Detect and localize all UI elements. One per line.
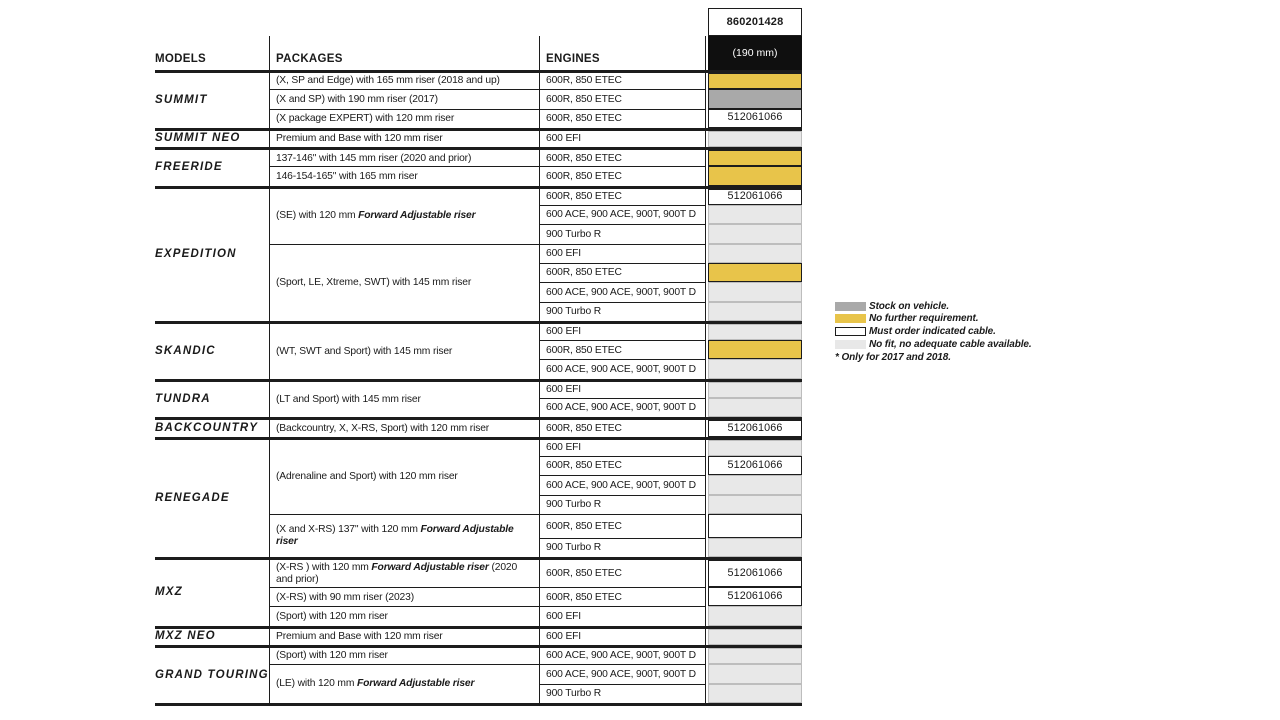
package-cell: [270, 437, 540, 514]
part-fit-cell: [706, 89, 802, 108]
part-fit-cell: [706, 437, 802, 456]
engine-cell: 600 EFI: [540, 128, 706, 147]
legend-label: No further requirement.: [869, 313, 979, 325]
package-text: (2020 and prior): [276, 562, 518, 585]
package-text: (X-RS) with 90 mm riser (2023): [276, 591, 414, 603]
table-row: [155, 70, 802, 89]
part-fit-cell: [706, 340, 802, 359]
engine-cell: 600R, 850 ETEC: [540, 109, 706, 128]
fit-status-nofit: [708, 282, 802, 301]
package-cell: [270, 664, 540, 703]
engine-cell: 900 Turbo R: [540, 538, 706, 557]
package-text: Premium and Base with 120 mm riser: [276, 133, 443, 145]
legend-label: Stock on vehicle.: [869, 300, 949, 312]
fit-status-cable: 512061066: [708, 560, 802, 587]
engine-cell: 600 EFI: [540, 379, 706, 398]
package-text: (Sport) with 120 mm riser: [276, 650, 388, 662]
fit-status-nofit: [708, 324, 802, 340]
column-header-row: [155, 36, 802, 70]
part-fit-cell: [706, 70, 802, 89]
part-fit-cell: [706, 514, 802, 538]
package-cell: [270, 166, 540, 185]
part-fit-cell: [706, 475, 802, 494]
part-fit-cell: [706, 359, 802, 378]
package-text: (Sport, LE, Xtreme, SWT) with 145 mm riser: [276, 277, 472, 289]
part-fit-cell: [706, 557, 802, 587]
table-row: [155, 128, 802, 147]
fit-status-nofit: [708, 629, 802, 645]
fit-status-yellow: [708, 73, 802, 89]
riser-size-header-cell: (190 mm): [708, 36, 802, 70]
part-fit-cell: [706, 379, 802, 398]
package-text: (X, SP and Edge) with 165 mm riser (2018 and up): [276, 75, 500, 87]
package-text: 137-146" with 145 mm riser (2020 and prior): [276, 152, 472, 164]
legend-item: [835, 325, 1032, 338]
fit-status-cable: 512061066: [708, 587, 802, 606]
fit-status-cable: 512061066: [708, 109, 802, 128]
fit-status-nofit: [708, 440, 802, 456]
fit-status-nofit: [708, 224, 802, 243]
package-cell: [270, 557, 540, 587]
package-cell: [270, 128, 540, 147]
model-cell: SUMMIT: [155, 70, 270, 128]
part-fit-cell: [706, 538, 802, 557]
engine-cell: 600R, 850 ETEC: [540, 89, 706, 108]
part-fit-cell: [706, 495, 802, 514]
must-order-cable-swatch-icon: [835, 327, 866, 336]
package-text: (X package EXPERT) with 120 mm riser: [276, 112, 455, 124]
package-emphasis-text: Forward Adjustable riser: [357, 678, 475, 690]
model-cell: MXZ: [155, 557, 270, 626]
engine-cell: 600R, 850 ETEC: [540, 263, 706, 282]
legend-item: [835, 338, 1032, 351]
part-fit-cell: [706, 166, 802, 185]
part-number-header-cell: 860201428: [708, 8, 802, 36]
table-row: [155, 321, 802, 340]
package-cell: [270, 587, 540, 606]
package-cell: [270, 626, 540, 645]
engine-cell: 600 ACE, 900 ACE, 900T, 900T D: [540, 645, 706, 664]
part-fit-cell: [706, 606, 802, 625]
package-text: (SE) with 120 mm: [276, 210, 359, 222]
fit-status-nofit: [708, 131, 802, 147]
part-fit-cell: [706, 664, 802, 683]
fit-status-cable: 512061066: [708, 420, 802, 436]
package-cell: [270, 417, 540, 436]
table-row: [155, 186, 802, 205]
table-row: [155, 645, 802, 664]
package-cell: [270, 244, 540, 321]
package-text: Premium and Base with 120 mm riser: [276, 631, 443, 643]
package-text: 146-154-165" with 165 mm riser: [276, 170, 418, 182]
model-cell: FREERIDE: [155, 147, 270, 186]
package-cell: [270, 321, 540, 379]
fit-status-nofit: [708, 382, 802, 398]
legend: [835, 300, 1032, 365]
table-row: [155, 557, 802, 587]
package-cell: [270, 70, 540, 89]
package-text: (X and X-RS) 137" with 120 mm: [276, 524, 421, 536]
package-emphasis-text: Forward Adjustable riser: [371, 562, 489, 574]
package-cell: [270, 109, 540, 128]
package-text: (Backcountry, X, X-RS, Sport) with 120 mm riser: [276, 422, 490, 434]
fit-table: [155, 70, 802, 703]
package-cell: [270, 606, 540, 625]
package-emphasis-text: Forward Adjustable riser: [276, 524, 514, 547]
engine-cell: 600R, 850 ETEC: [540, 186, 706, 205]
package-text: (WT, SWT and Sport) with 145 mm riser: [276, 345, 453, 357]
fit-status-nofit: [708, 205, 802, 224]
engine-cell: 600R, 850 ETEC: [540, 166, 706, 185]
fit-status-nofit: [708, 495, 802, 514]
part-fit-cell: [706, 282, 802, 301]
package-cell: [270, 379, 540, 418]
fit-status-yellow: [708, 166, 802, 185]
part-number-header-row: [155, 8, 802, 36]
engine-cell: 600R, 850 ETEC: [540, 514, 706, 538]
part-fit-cell: [706, 186, 802, 205]
fit-status-nofit: [708, 398, 802, 417]
part-fit-cell: [706, 321, 802, 340]
part-fit-cell: [706, 128, 802, 147]
part-fit-cell: [706, 224, 802, 243]
no-further-requirement-swatch-icon: [835, 314, 866, 323]
engine-cell: 600 ACE, 900 ACE, 900T, 900T D: [540, 359, 706, 378]
fit-status-nofit: [708, 538, 802, 557]
package-text: (Sport) with 120 mm riser: [276, 610, 388, 622]
engine-cell: 600 ACE, 900 ACE, 900T, 900T D: [540, 205, 706, 224]
table-row: [155, 379, 802, 398]
legend-item: [835, 313, 1032, 326]
fit-status-nofit: [708, 684, 802, 703]
part-fit-cell: [706, 417, 802, 436]
package-text: (X-RS ) with 120 mm: [276, 562, 372, 574]
table-row: [155, 437, 802, 456]
part-fit-cell: [706, 456, 802, 475]
engine-cell: 600R, 850 ETEC: [540, 417, 706, 436]
package-emphasis-text: Forward Adjustable riser: [358, 210, 476, 222]
engine-cell: 900 Turbo R: [540, 224, 706, 243]
fit-status-nofit: [708, 244, 802, 263]
riser-fit-chart: [155, 8, 802, 706]
no-fit-swatch-icon: [835, 340, 866, 349]
column-header-packages: PACKAGES: [270, 36, 540, 70]
engine-cell: 600R, 850 ETEC: [540, 456, 706, 475]
fit-status-nofit: [708, 475, 802, 494]
model-cell: BACKCOUNTRY: [155, 417, 270, 436]
part-fit-cell: [706, 244, 802, 263]
fit-status-nofit: [708, 359, 802, 378]
engine-cell: 600 EFI: [540, 606, 706, 625]
fit-status-yellow: [708, 340, 802, 359]
model-cell: GRAND TOURING: [155, 645, 270, 703]
fit-status-nofit: [708, 606, 802, 625]
engine-cell: 600 ACE, 900 ACE, 900T, 900T D: [540, 664, 706, 683]
engine-cell: 900 Turbo R: [540, 495, 706, 514]
engine-cell: 600 EFI: [540, 626, 706, 645]
package-text: (LE) with 120 mm: [276, 678, 357, 690]
legend-item: [835, 300, 1032, 313]
column-header-models: MODELS: [155, 36, 270, 70]
fit-status-nofit: [708, 648, 802, 664]
fit-status-cable: 512061066: [708, 456, 802, 475]
package-cell: [270, 147, 540, 166]
table-row: [155, 147, 802, 166]
fit-status-cable: 512061066: [708, 189, 802, 205]
part-fit-cell: [706, 109, 802, 128]
part-fit-cell: [706, 684, 802, 703]
part-fit-cell: [706, 398, 802, 417]
fit-status-gray: [708, 89, 802, 108]
model-cell: SUMMIT NEO: [155, 128, 270, 147]
engine-cell: 600R, 850 ETEC: [540, 147, 706, 166]
part-fit-cell: [706, 626, 802, 645]
stock-on-vehicle-swatch-icon: [835, 302, 866, 311]
part-fit-cell: [706, 147, 802, 166]
package-cell: [270, 645, 540, 664]
model-cell: EXPEDITION: [155, 186, 270, 321]
engine-cell: 600 EFI: [540, 437, 706, 456]
model-cell: RENEGADE: [155, 437, 270, 557]
legend-footnote: * Only for 2017 and 2018.: [835, 352, 951, 364]
engine-cell: 600 ACE, 900 ACE, 900T, 900T D: [540, 475, 706, 494]
fit-status-cable-empty: [708, 514, 802, 538]
engine-cell: 600R, 850 ETEC: [540, 340, 706, 359]
model-cell: MXZ NEO: [155, 626, 270, 645]
fit-table-body: [155, 70, 802, 703]
column-header-engines: ENGINES: [540, 36, 706, 70]
fit-status-nofit: [708, 664, 802, 683]
package-cell: [270, 89, 540, 108]
part-fit-cell: [706, 645, 802, 664]
fit-status-yellow: [708, 263, 802, 282]
engine-cell: 600 EFI: [540, 321, 706, 340]
part-fit-cell: [706, 263, 802, 282]
table-row: [155, 417, 802, 436]
part-fit-cell: [706, 302, 802, 321]
engine-cell: 600R, 850 ETEC: [540, 557, 706, 587]
part-fit-cell: [706, 205, 802, 224]
engine-cell: 900 Turbo R: [540, 302, 706, 321]
model-cell: TUNDRA: [155, 379, 270, 418]
legend-label: No fit, no adequate cable available.: [869, 338, 1032, 350]
package-text: (Adrenaline and Sport) with 120 mm riser: [276, 470, 458, 482]
engine-cell: 600 EFI: [540, 244, 706, 263]
table-row: [155, 626, 802, 645]
part-fit-cell: [706, 587, 802, 606]
engine-cell: 600 ACE, 900 ACE, 900T, 900T D: [540, 398, 706, 417]
package-cell: [270, 186, 540, 244]
engine-cell: 600R, 850 ETEC: [540, 587, 706, 606]
engine-cell: 600 ACE, 900 ACE, 900T, 900T D: [540, 282, 706, 301]
fit-status-yellow: [708, 150, 802, 166]
model-cell: SKANDIC: [155, 321, 270, 379]
table-bottom-rule: [155, 703, 802, 706]
package-cell: [270, 514, 540, 557]
legend-label: Must order indicated cable.: [869, 325, 996, 337]
package-text: (LT and Sport) with 145 mm riser: [276, 393, 421, 405]
engine-cell: 900 Turbo R: [540, 684, 706, 703]
package-text: (X and SP) with 190 mm riser (2017): [276, 93, 438, 105]
engine-cell: 600R, 850 ETEC: [540, 70, 706, 89]
fit-status-nofit: [708, 302, 802, 321]
